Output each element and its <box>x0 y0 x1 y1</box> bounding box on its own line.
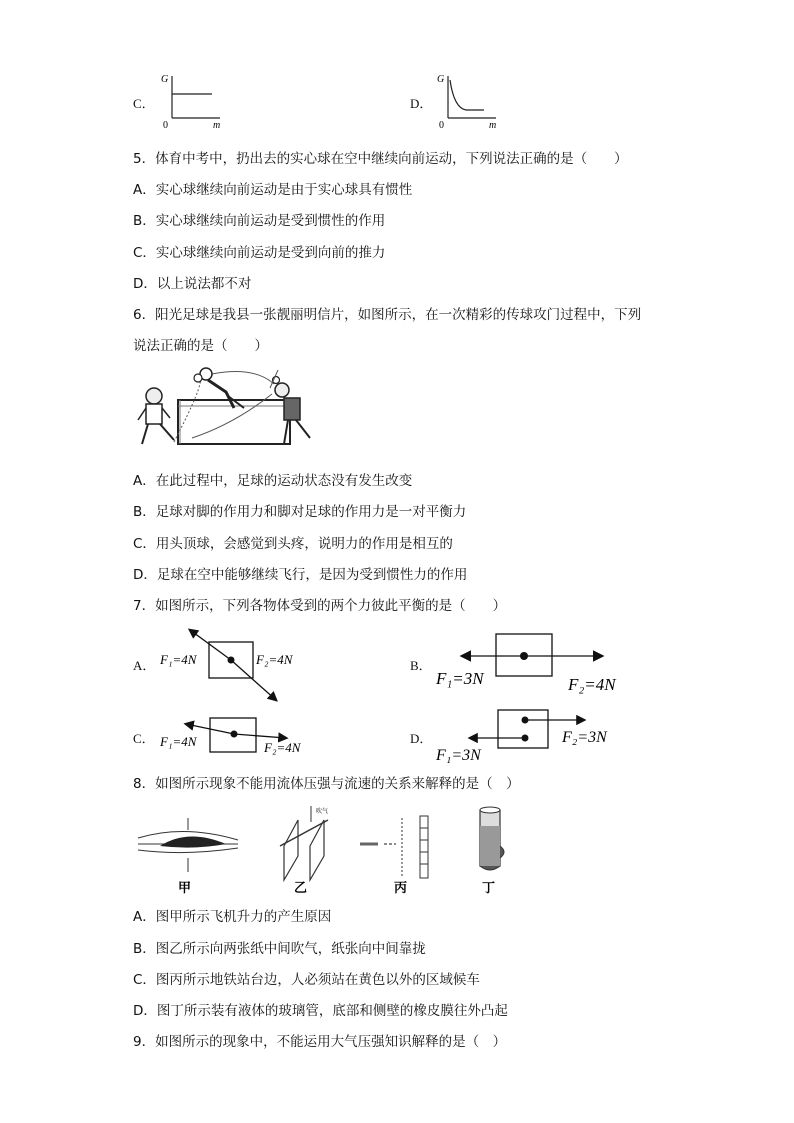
q7-b-f2: F₂=4N <box>568 675 616 694</box>
q5-option-d: D．以上说法都不对 <box>133 276 252 292</box>
q7-b-f1: F₁=3N <box>436 669 484 688</box>
q6-option-c: C．用头顶球，会感觉到头疼，说明力的作用是相互的 <box>133 536 453 552</box>
q5-stem: 5．体育中考中，扔出去的实心球在空中继续向前运动，下列说法正确的是（ ） <box>133 151 628 167</box>
q6-option-a: A．在此过程中，足球的运动状态没有发生改变 <box>133 473 413 489</box>
q5-option-c: C．实心球继续向前运动是受到向前的推力 <box>133 245 386 261</box>
q8-option-c: C．图丙所示地铁站台边，人必须站在黄色以外的区域候车 <box>133 972 480 988</box>
q4-c-origin: 0 <box>163 120 168 130</box>
q7-option-a-label: A． <box>133 658 156 673</box>
q8-option-b: B．图乙所示向两张纸中间吹气，纸张向中间靠拢 <box>133 941 426 957</box>
q4-d-x-label: m <box>489 120 497 130</box>
q8-caption-jia: 甲 <box>178 880 192 895</box>
q8-caption-yi: 乙 <box>294 880 308 895</box>
q6-stem-line1: 6．阳光足球是我县一张靓丽明信片，如图所示，在一次精彩的传球攻门过程中，下列 <box>133 307 642 323</box>
q8-caption-ding: 丁 <box>482 880 496 895</box>
q4-option-d-graph <box>434 70 504 130</box>
q7-option-c-label: C． <box>133 731 155 746</box>
q4-option-c-graph <box>158 70 228 130</box>
q8-figure-ding <box>480 807 504 895</box>
q8-stem: 8．如图所示现象不能用流体压强与流速的关系来解释的是（ ） <box>133 776 520 792</box>
q8-figure-bing <box>360 816 428 895</box>
q6-soccer-figure <box>134 364 320 456</box>
q8-figure-yi <box>280 806 328 895</box>
q5-option-a: A．实心球继续向前运动是由于实心球具有惯性 <box>133 182 413 198</box>
q7-option-a-diagram <box>150 620 320 710</box>
q4-option-d-label: D． <box>410 96 433 111</box>
q7-d-f1: F₁=3N <box>436 747 481 764</box>
q4-c-x-label: m <box>213 120 221 130</box>
q7-option-c-diagram <box>150 712 320 762</box>
q8-figure-jia <box>138 818 238 895</box>
q7-c-f1: F₁=4N <box>160 734 197 749</box>
q7-d-f2: F₂=3N <box>562 729 607 746</box>
q5-option-b: B．实心球继续向前运动是受到惯性的作用 <box>133 213 386 229</box>
q6-option-d: D．足球在空中能够继续飞行，是因为受到惯性力的作用 <box>133 567 468 583</box>
q7-option-b-label: B． <box>410 658 432 673</box>
q7-c-f2: F₂=4N <box>264 740 301 755</box>
q4-d-y-label: G <box>437 74 445 85</box>
q7-a-f1: F₁=4N <box>160 652 197 667</box>
q7-stem: 7．如图所示，下列各物体受到的两个力彼此平衡的是（ ） <box>133 598 507 614</box>
q7-option-b-diagram <box>430 630 630 696</box>
q7-a-f2: F₂=4N <box>256 652 293 667</box>
q8-figures <box>134 800 534 898</box>
q9-stem: 9．如图所示的现象中，不能运用大气压强知识解释的是（ ） <box>133 1034 507 1050</box>
q6-stem-line2: 说法正确的是（ ） <box>133 338 268 354</box>
q8-caption-bing: 丙 <box>394 880 408 895</box>
q4-option-c-label: C． <box>133 96 155 111</box>
q6-option-b: B．足球对脚的作用力和脚对足球的作用力是一对平衡力 <box>133 504 467 520</box>
q8-option-d: D．图丁所示装有液体的玻璃管，底部和侧壁的橡皮膜往外凸起 <box>133 1003 508 1019</box>
q7-option-d-label: D． <box>410 731 433 746</box>
q4-d-origin: 0 <box>439 120 444 130</box>
q8-blow-label: 吹气 <box>316 809 329 815</box>
q7-option-d-diagram <box>430 706 630 766</box>
q8-option-a: A．图甲所示飞机升力的产生原因 <box>133 909 332 925</box>
q4-c-y-label: G <box>161 74 169 85</box>
